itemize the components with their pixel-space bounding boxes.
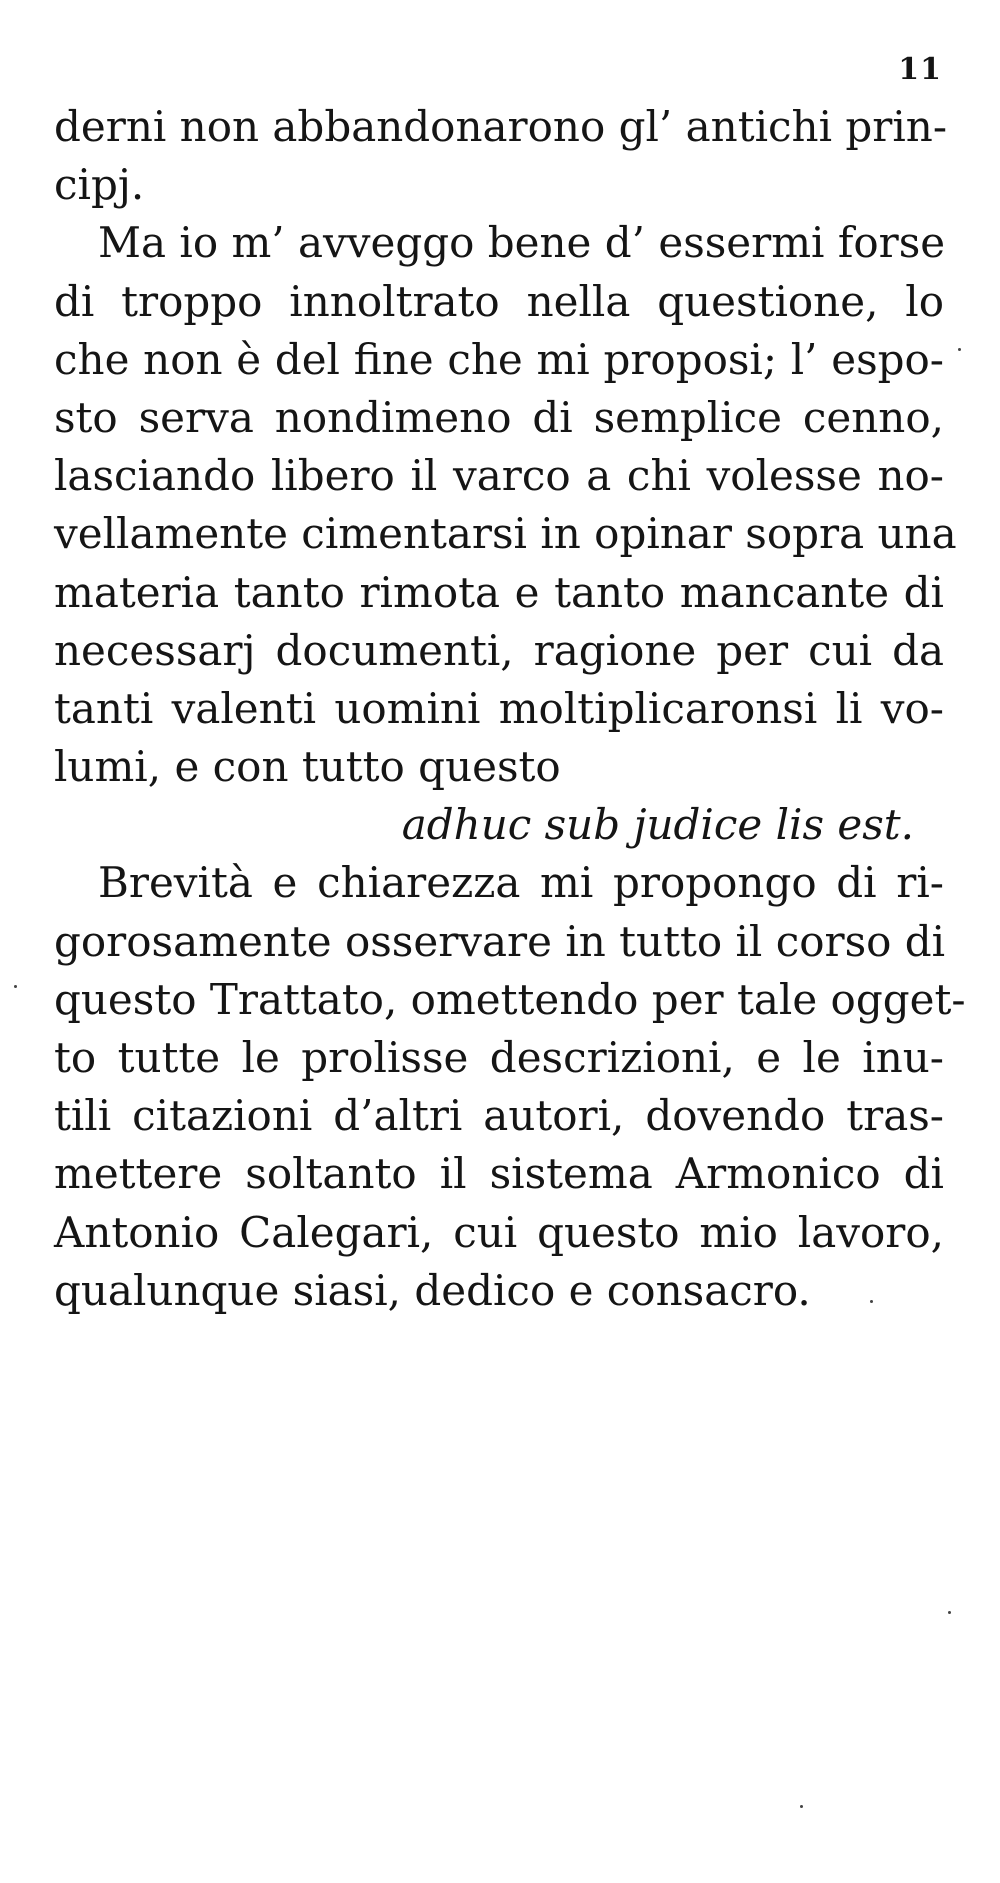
text-line: che non è del fine che mi proposi; l’ espo-: [54, 334, 944, 384]
paragraph-start-line: Brevità e chiarezza mi propongo di ri-: [98, 858, 944, 908]
text-line: gorosamente osservare in tutto il corso di: [54, 916, 946, 966]
speck: [958, 348, 961, 351]
page-number: 11: [898, 52, 942, 87]
speck: [800, 1805, 803, 1808]
text-line: mettere soltanto il sistema Armonico di: [54, 1149, 944, 1199]
text-line: vellamente cimentarsi in opinar sopra una: [54, 509, 957, 559]
speck: [14, 985, 17, 988]
text-line: lasciando libero il varco a chi volesse no-: [54, 451, 944, 501]
speck: [870, 1300, 873, 1303]
text-line: necessarj documenti, ragione per cui da: [54, 625, 944, 675]
body-text: [54, 98, 966, 1320]
text-line: materia tanto rimota e tanto mancante di: [54, 567, 944, 617]
text-line: to tutte le prolisse descrizioni, e le inu-: [54, 1033, 944, 1082]
latin-quotation: adhuc sub judice lis est.: [401, 800, 914, 850]
text-line: derni non abbandonarono gl’ antichi prin-: [54, 102, 948, 151]
text-line: tili citazioni d’altri autori, dovendo tras-: [54, 1091, 944, 1141]
text-line: Antonio Calegari, cui questo mio lavoro,: [54, 1207, 944, 1257]
text-line: sto serva nondimeno di semplice cenno,: [54, 392, 944, 442]
speck: [948, 1611, 951, 1614]
text-line: questo Trattato, omettendo per tale ogget-: [54, 974, 966, 1024]
text-line: qualunque siasi, dedico e consacro.: [54, 1265, 811, 1315]
text-line: tanti valenti uomini moltiplicaronsi li vo-: [54, 683, 944, 733]
text-line: cipj.: [54, 160, 145, 210]
paragraph-start-line: Ma io m’ avveggo bene d’ essermi forse: [98, 218, 946, 268]
text-line: di troppo innoltrato nella questione, lo: [54, 276, 944, 326]
text-line: lumi, e con tutto questo: [54, 742, 561, 792]
